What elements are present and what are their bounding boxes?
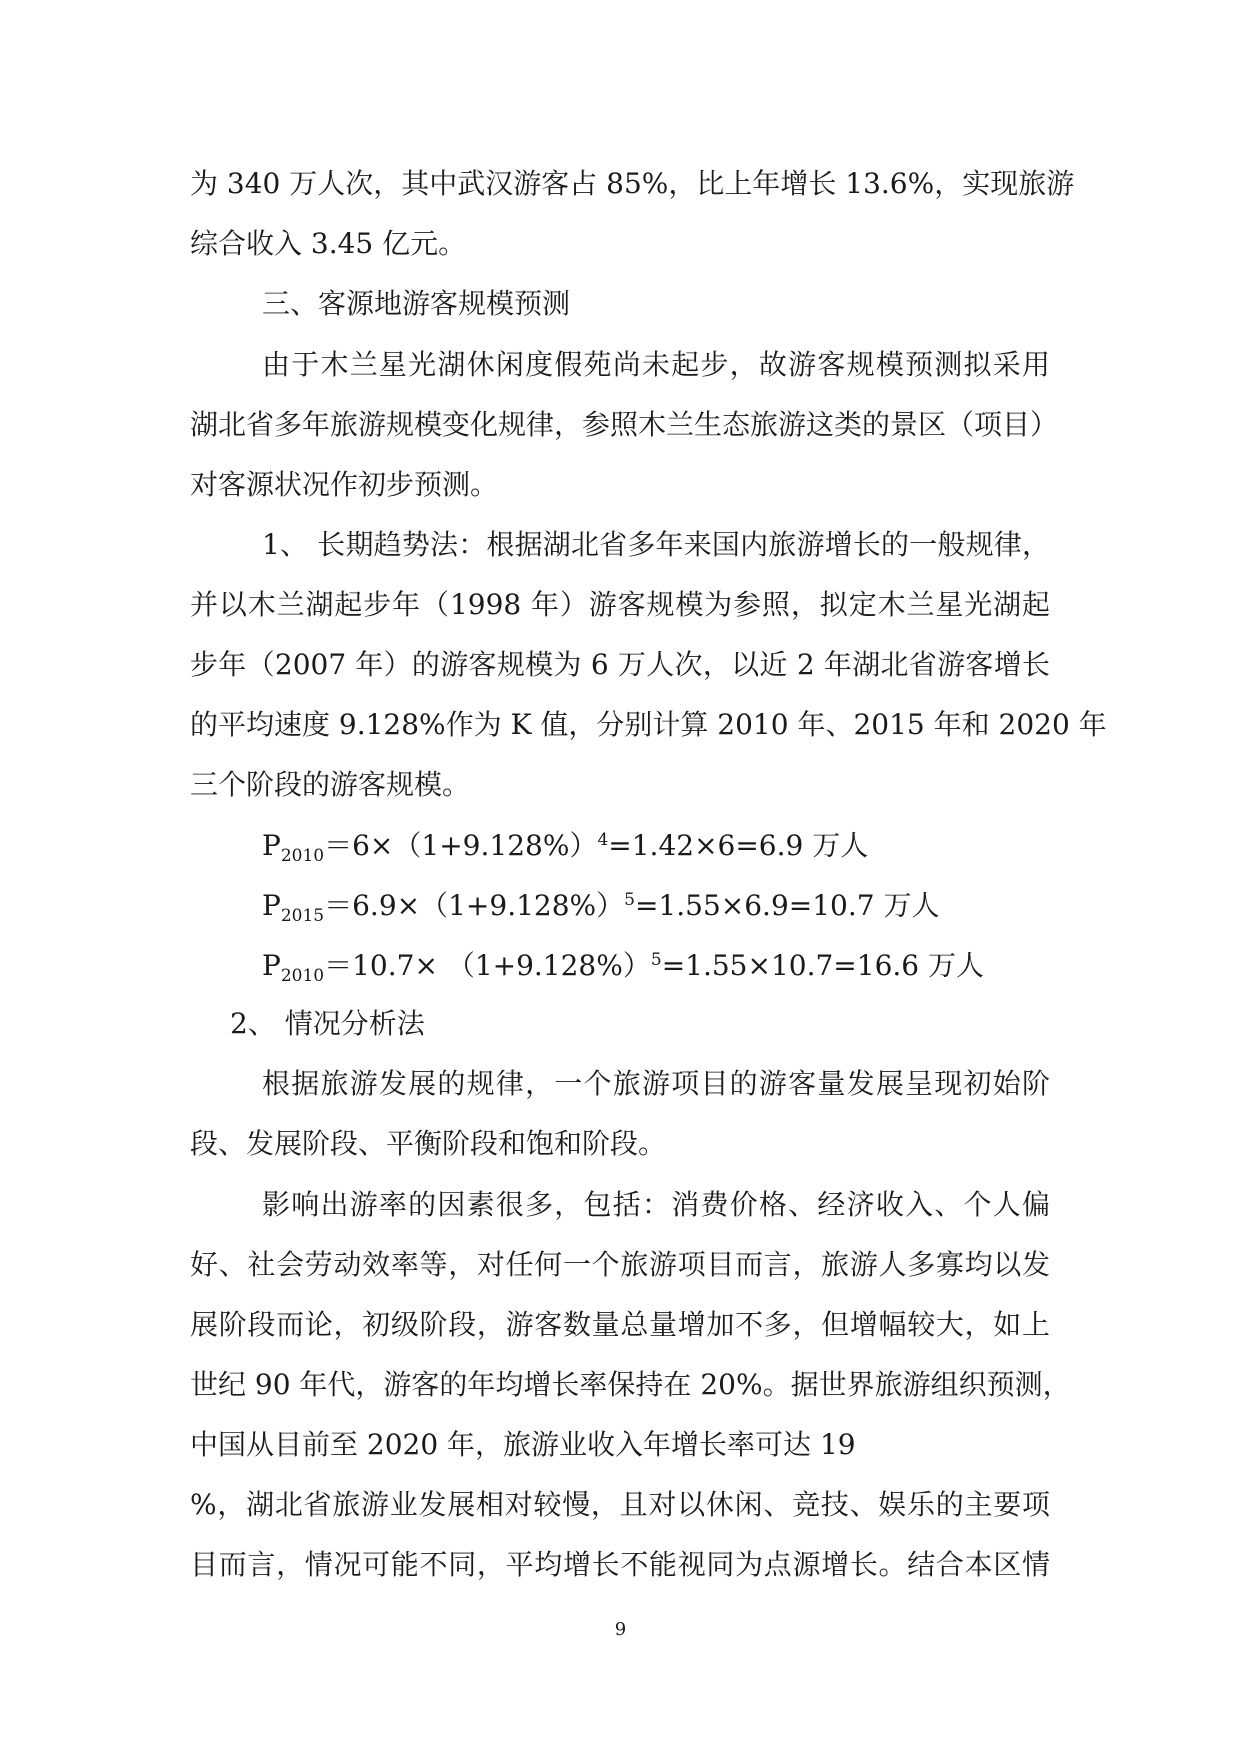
formula-line <box>262 886 939 926</box>
formula-rhs: =1.55×6.9=10.7 万人 <box>634 889 940 922</box>
formula-subscript: 2015 <box>280 906 325 926</box>
paragraph-line: 目而言，情况可能不同，平均增长不能视同为点源增长。结合本区情 <box>190 1548 1050 1581</box>
paragraph-line: 湖北省多年旅游规模变化规律，参照木兰生态旅游这类的景区（项目） <box>190 408 1059 441</box>
subsection-heading: 2、 情况分析法 <box>230 1007 425 1040</box>
formula-line <box>262 946 984 986</box>
page-number: 9 <box>614 1619 627 1640</box>
paragraph-line: 对客源状况作初步预测。 <box>190 468 499 501</box>
formula-rhs: =1.42×6=6.9 万人 <box>608 829 869 862</box>
paragraph-line: 根据旅游发展的规律，一个旅游项目的游客量发展呈现初始阶 <box>262 1067 1050 1100</box>
formula-lhs: ＝6.9×（1+9.128%） <box>324 889 625 922</box>
section-heading: 三、客源地游客规模预测 <box>262 287 571 320</box>
paragraph-line: 好、社会劳动效率等，对任何一个旅游项目而言，旅游人多寡均以发 <box>190 1248 1050 1281</box>
paragraph-line: 中国从目前至 2020 年，旅游业收入年增长率可达 19 <box>190 1428 856 1461</box>
paragraph-line: 的平均速度 9.128%作为 K 值，分别计算 2010 年、2015 年和 2020 年 <box>190 708 1107 741</box>
formula-symbol: P <box>262 949 281 982</box>
formula-rhs: =1.55×10.7=16.6 万人 <box>661 949 985 982</box>
paragraph-line: 1、 长期趋势法：根据湖北省多年来国内旅游增长的一般规律， <box>262 528 1050 561</box>
paragraph-line: 并以木兰湖起步年（1998 年）游客规模为参照，拟定木兰星光湖起 <box>190 588 1050 621</box>
paragraph-line: 综合收入 3.45 亿元。 <box>190 227 467 260</box>
paragraph-line: 世纪 90 年代，游客的年均增长率保持在 20%。据世界旅游组织预测， <box>190 1368 1071 1401</box>
paragraph-line: 展阶段而论，初级阶段，游客数量总量增加不多，但增幅较大，如上 <box>190 1308 1050 1341</box>
formula-symbol: P <box>262 889 281 922</box>
paragraph-line: 段、发展阶段、平衡阶段和饱和阶段。 <box>190 1127 667 1160</box>
paragraph-line: %，湖北省旅游业发展相对较慢，且对以休闲、竞技、娱乐的主要项 <box>190 1488 1050 1521</box>
formula-exponent: 5 <box>650 950 662 970</box>
paragraph-line: 为 340 万人次，其中武汉游客占 85%，比上年增长 13.6%，实现旅游 <box>190 167 1075 200</box>
formula-subscript: 2010 <box>280 966 325 986</box>
paragraph-line: 影响出游率的因素很多，包括：消费价格、经济收入、个人偏 <box>262 1188 1050 1221</box>
paragraph-line: 步年（2007 年）的游客规模为 6 万人次，以近 2 年湖北省游客增长 <box>190 648 1050 681</box>
formula-lhs: ＝10.7× （1+9.128%） <box>324 949 651 982</box>
paragraph-line: 由于木兰星光湖休闲度假苑尚未起步，故游客规模预测拟采用 <box>262 348 1050 381</box>
formula-subscript: 2010 <box>280 846 325 866</box>
formula-symbol: P <box>262 829 281 862</box>
formula-exponent: 5 <box>624 890 635 910</box>
formula-line <box>262 826 868 866</box>
paragraph-line: 三个阶段的游客规模。 <box>190 768 471 801</box>
formula-lhs: ＝6×（1+9.128%） <box>324 829 598 862</box>
formula-exponent: 4 <box>597 830 609 850</box>
